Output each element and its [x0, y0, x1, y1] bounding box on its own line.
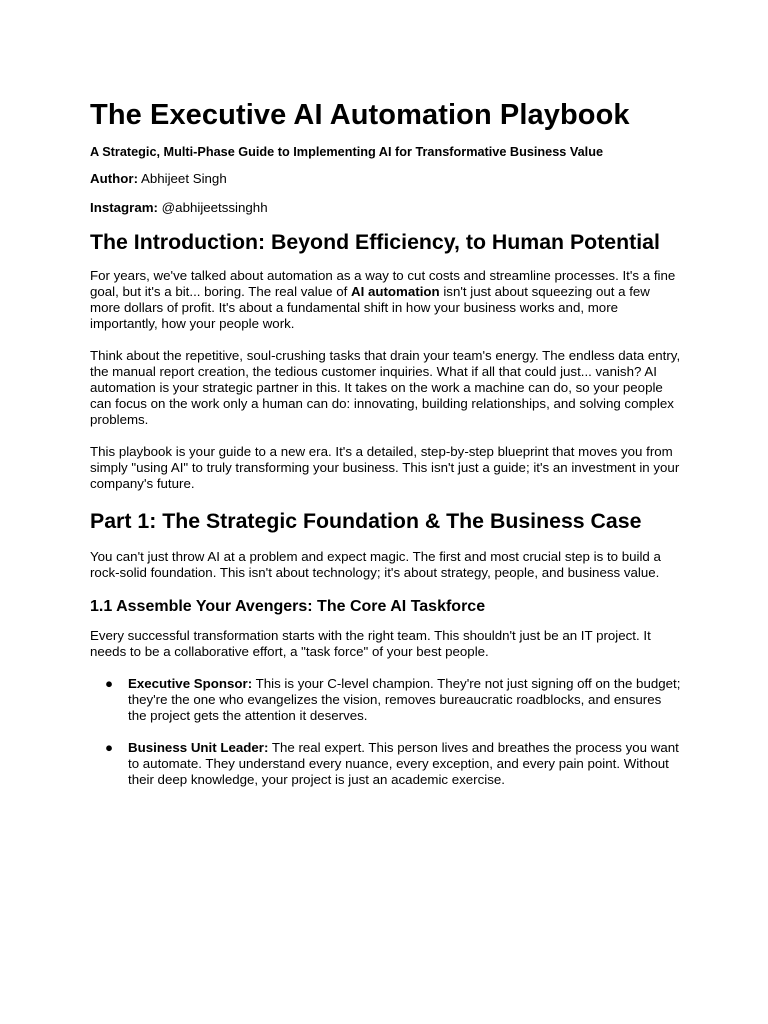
instagram-label: Instagram:: [90, 200, 158, 215]
intro-paragraph-2: Think about the repetitive, soul-crushing tasks that drain your team's energy. The endless data entry, the manual report creation, the tedious customer inquiries. What if all that could just... vanish? AI automation is your strategic partner in this. It takes on the work a machine can do, so your people can focus on the work only a human can do: innovating, building relationships, and solving complex problems.: [90, 348, 681, 427]
intro-paragraph-3: This playbook is your guide to a new era. It's a detailed, step-by-step blueprint that moves you from simply "using AI" to truly transforming your business. This isn't just a guide; it's an investment in your company's future.: [90, 444, 680, 491]
intro-paragraph-1: [90, 268, 682, 332]
author-line: [90, 171, 682, 187]
document-title: The Executive AI Automation Playbook: [90, 99, 630, 131]
taskforce-list: [90, 676, 682, 788]
list-item-label: Business Unit Leader:: [128, 740, 269, 755]
bullet-icon: ●: [105, 676, 114, 691]
section-1-1-paragraph: Every successful transformation starts with the right team. This shouldn't just be an IT project. It needs to be a collaborative effort, a "task force" of your best people.: [90, 628, 651, 659]
instagram-line: [90, 200, 682, 216]
document-page: [90, 95, 682, 804]
intro-p1-bold: AI automation: [351, 284, 440, 299]
part1-heading: Part 1: The Strategic Foundation & The Business Case: [90, 509, 642, 533]
intro-heading: The Introduction: Beyond Efficiency, to Human Potential: [90, 230, 660, 254]
author-label: Author:: [90, 171, 138, 186]
list-item-text: This is your C-level champion. They're not just signing off on the budget; they're the one who evangelizes the vision, removes bureaucratic roadblocks, and ensures the project gets the attention it deserves.: [128, 676, 681, 723]
section-1-1-heading: 1.1 Assemble Your Avengers: The Core AI Taskforce: [90, 598, 486, 615]
list-item: [90, 676, 682, 724]
document-subtitle: A Strategic, Multi-Phase Guide to Implementing AI for Transformative Business Value: [90, 145, 604, 159]
instagram-handle: @abhijeetssinghh: [157, 200, 268, 215]
list-item: [90, 740, 682, 788]
bullet-icon: ●: [105, 740, 114, 755]
list-item-label: Executive Sponsor:: [128, 676, 253, 691]
intro-p1-text-b: isn't just about squeezing out a few more dollars of profit. It's about a fundamental shift in how your business works and, more importantly, how your people work.: [90, 284, 650, 331]
part1-paragraph-1: You can't just throw AI at a problem and expect magic. The first and most crucial step is to build a rock-solid foundation. This isn't about technology; it's about strategy, people, and business value.: [90, 549, 661, 580]
author-name: Abhijeet Singh: [138, 171, 227, 186]
list-item-text: The real expert. This person lives and breathes the process you want to automate. They understand every nuance, every exception, and every pain point. Without their deep knowledge, your project is just an academic exercise.: [128, 740, 679, 787]
intro-p1-text-a: For years, we've talked about automation as a way to cut costs and streamline processes. It's a fine goal, but it's a bit... boring. The real value of: [90, 268, 676, 299]
